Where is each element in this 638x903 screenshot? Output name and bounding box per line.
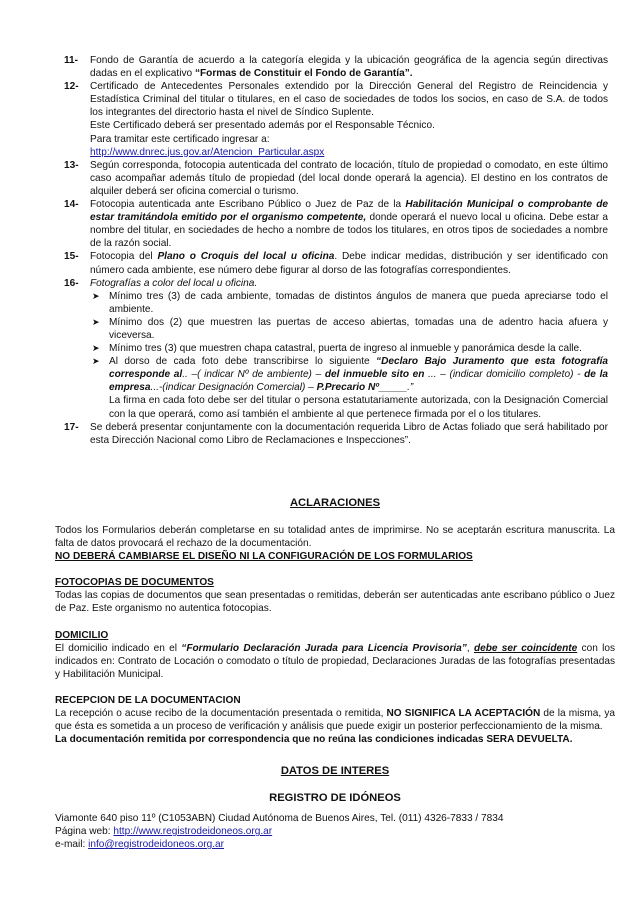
item-emphasis: Plano o Croquis del local u oficina (157, 251, 335, 263)
paragraph-text: de la misma, ya que ésta es sometida a un proceso de verificación y análisis que puede exigir un posterior perfeccionamiento de la misma. (55, 708, 615, 733)
contact-block (55, 812, 615, 851)
aclaraciones-section (55, 524, 615, 746)
declaration-text: .. –( indicar Nº de ambiente) – (182, 369, 325, 381)
item-text: Certificado de Antecedentes Personales extendido por la Dirección General del Registro de Reincidencia y Estadística Criminal del titular o titulares, en el caso de sociedades de todos los socios, en caso de S.A. de todos los integrantes del directorio hasta el nivel de Síndico Suplente. (90, 81, 608, 119)
warning-text: La documentación remitida por correspondencia que no reúna las condiciones indicadas SERA DEVUELTA. (55, 734, 573, 746)
bullet-text: Mínimo tres (3) que muestren chapa catastral, puerta de ingreso al inmueble y panorámica desde la calle. (109, 343, 582, 355)
item-number: 17- (64, 421, 79, 433)
item-text: Se deberá presentar conjuntamente con la documentación requerida Libro de Actas foliado que será habilitado por esta Dirección Nacional como Libro de Reclamaciones e Inspecciones”. (90, 421, 608, 446)
list-item-17 (64, 421, 608, 447)
item-number: 14- (64, 199, 79, 211)
item-emphasis: Habilitación Municipal o comprobante de estar tramitándola emitido por el organismo competente, (90, 199, 608, 224)
list-item-15 (64, 250, 608, 276)
paragraph: Todos los Formularios deberán completarse en su totalidad antes de imprimirse. No se aceptarán escritura manuscrita. La falta de datos provocará el rechazo de la documentación. (55, 525, 615, 550)
website-link[interactable]: http://www.registrodeidoneos.org.ar (113, 826, 273, 838)
list-item-14 (64, 198, 608, 250)
warning-text: NO DEBERÁ CAMBIARSE EL DISEÑO NI LA CONFIGURACIÓN DE LOS FORMULARIOS (55, 551, 473, 563)
arrow-bullet-icon: ➤ (92, 316, 100, 327)
registro-heading: REGISTRO DE IDÓNEOS (269, 792, 401, 804)
registro-heading-wrap (55, 792, 615, 805)
declaration-text: ... – (indicar domicilio completo) - (424, 369, 585, 381)
declaration-text: ...-(indicar Designación Comercial) – (150, 382, 317, 394)
emphasis-text: NO SIGNIFICA LA ACEPTACIÓN (386, 708, 541, 720)
emphasis-text: debe ser coincidente (473, 642, 578, 654)
item-text: Para tramitar este certificado ingresar a: (90, 133, 270, 145)
list-item-12 (64, 80, 608, 159)
form-name: “Formulario Declaración Jurada para Licencia Provisoria” (181, 642, 467, 654)
item-number: 11- (64, 55, 79, 66)
bullet-item (90, 316, 608, 342)
declaration-text: P.Precario Nº_____ (316, 382, 408, 394)
requirements-list (64, 54, 608, 447)
bullet-item (90, 355, 608, 420)
aclaraciones-heading: ACLARACIONES (289, 497, 381, 509)
list-item-13 (64, 159, 608, 198)
paragraph-text: La recepción o acuse recibo de la documentación presentada o remitida, (55, 708, 387, 720)
list-item-16 (64, 277, 608, 421)
arrow-bullet-icon: ➤ (92, 356, 100, 367)
declaration-text: del inmueble sito en (324, 369, 425, 381)
bullet-text: Mínimo tres (3) de cada ambiente, tomadas de distintos ángulos de manera que pueda apreciarse todo el ambiente. (109, 290, 608, 315)
bullet-item (90, 342, 608, 355)
bullet-item (90, 290, 608, 316)
item-text: Fotocopia autenticada ante Escribano Público o Juez de Paz de la (90, 199, 406, 211)
datos-heading-wrap (55, 765, 615, 778)
arrow-bullet-icon: ➤ (92, 343, 100, 354)
dnrec-link[interactable]: http://www.dnrec.jus.gov.ar/Atencion_Particular.aspx (90, 146, 325, 158)
address-text: Viamonte 640 piso 11º (C1053ABN) Ciudad Autónoma de Buenos Aires, Tel. (011) 4326-7833 / 7834 (55, 813, 504, 824)
datos-heading: DATOS DE INTERES (280, 765, 390, 777)
bullet-text: Al dorso de cada foto debe transcribirse lo siguiente (109, 356, 377, 368)
item-text: Fotografías a color del local u oficina. (90, 277, 258, 289)
section-heading: FOTOCOPIAS DE DOCUMENTOS (55, 577, 214, 589)
paragraph-text: El domicilio indicado en el (55, 642, 182, 654)
item-text: donde operará el nuevo local u oficina. Debe estar a nombre del titular, en sociedades de hecho a nombre de todos los titulares, en otros tipos de sociedades a nombre de la razón social. (90, 212, 608, 250)
item-number: 15- (64, 251, 79, 263)
item-number: 16- (64, 277, 79, 289)
item-text: Fotocopia del (90, 251, 158, 263)
paragraph: Todas las copias de documentos que sean presentadas o remitidas, deberán ser autenticadas ante escribano público o Juez de Paz. Este organismo no autentica fotocopias. (55, 590, 615, 615)
bullet-text: Mínimo dos (2) que muestren las puertas de acceso abiertas, tomadas una de adentro hacia afuera y viceversa. (109, 316, 608, 341)
declaration-text: “Declaro Bajo Juramento que esta fotografía corresponde al (109, 356, 608, 381)
list-item-11 (64, 54, 608, 80)
item-text: Según corresponda, fotocopia autenticada del contrato de locación, título de propiedad o comodato, en este último caso acompañar además título de propiedad (del local donde operará la agencia). El destino en los contratos de alquiler deberá ser oficina comercial o turismo. (90, 159, 608, 197)
section-heading: DOMICILIO (55, 629, 109, 641)
web-label: Página web: (55, 826, 114, 838)
declaration-text: .” (407, 382, 414, 394)
item-text: Fondo de Garantía de acuerdo a la categoría elegida y la ubicación geográfica de la agencia según directivas dadas en el explicativo (90, 55, 608, 80)
section-heading: RECEPCION DE LA DOCUMENTACION (55, 694, 241, 706)
declaration-text: de la empresa (109, 369, 608, 394)
item-text: Este Certificado deberá ser presentado además por el Responsable Técnico. (90, 120, 435, 132)
email-link[interactable]: info@registrodeidoneos.org.ar (88, 839, 225, 851)
item-emphasis: “Formas de Constituir el Fondo de Garantía”. (194, 68, 413, 80)
item-number: 12- (64, 81, 79, 93)
paragraph-text: , (466, 642, 474, 654)
bullet-text: La firma en cada foto debe ser del titular o persona estatutariamente autorizada, con la Designación Comercial con la que operará, como así también el ambiente al que pertenece firmada por el o los titulares. (109, 395, 608, 420)
email-label: e-mail: (55, 839, 89, 851)
aclaraciones-heading-wrap (55, 497, 615, 510)
item-number: 13- (64, 159, 79, 171)
arrow-bullet-icon: ➤ (92, 290, 100, 301)
paragraph-text: con los indicados en: Contrato de Locación o comodato o título de propiedad, Declaraciones Juradas de las fotografías presentadas y Habilitación Municipal. (55, 642, 615, 680)
item-text: . Debe indicar medidas, distribución y ser identificado con número cada ambiente, ese número debe figurar al dorso de las fotografías correspondientes. (90, 251, 608, 276)
